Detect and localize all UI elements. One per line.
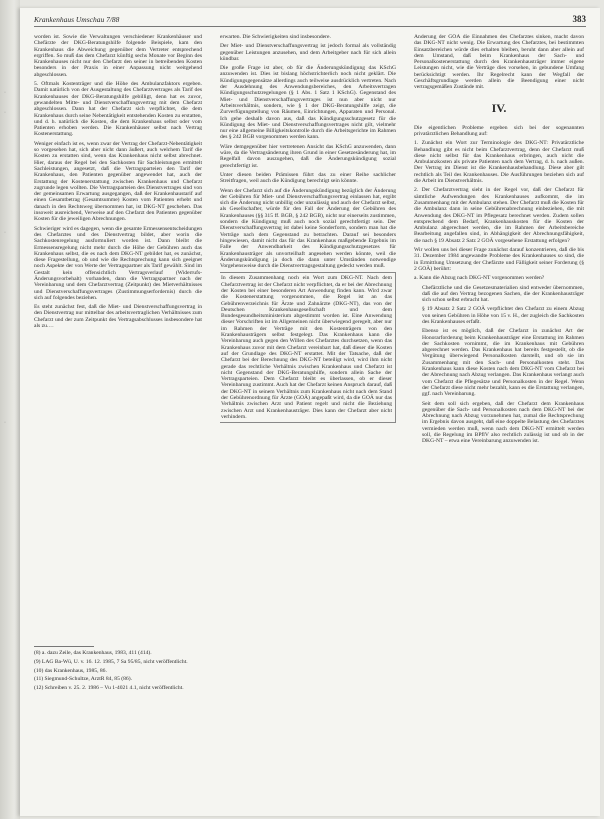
paragraph: Wäre demgegenüber hier vertretenen Ansicht das KSchG anzuwenden, dann wäre, da die Vertragsänderung ihren Grund in einer Gesetzesänderung hat, im Regelfall davon auszugehen, daß die Änderungskündigung sozial gerechtfertigt ist. (220, 143, 396, 169)
paragraph: Weniger einfach ist es, wenn zwar der Vertrag der Chefarzt-Nebentätigkeit so vorgesehen hat, sich aber nicht dann äußert, auch welchem Tarif die Kosten zu erstatten sind, wenn das Krankenhaus nicht selbst abrechnet. Hier, daraus der Regel bei den Sachkosten für Sachleistungen ermittelt Sachleistungen, angesetzt, daß die Vertragsparteien den Tarif der Krankenhaus, den Patienten gegenüber angewendet hat, auch der Erstattung der Kostenerstattung zwischen Krankenhaus und Chefarzt zugrunde legen wollten. Die Vertragsparteien des Dienstvertrages sind von der gemeinsamen Erwartung ausgegangen, daß der Krankenhaustarif auf einen Gesamtbetrag (Gesamtsumme) Kosten vom Patienten erhebt und danach in den Rechtsweg übernommen hat, ist DKG-NT geschehen. Das insoweit ausreichend, Verweise auf den Chefarzt den Patienten gegenüber Kosten für die jeweiligen Abrechnungen. (34, 140, 202, 223)
running-title: Krankenhaus Umschau 7/88 (34, 15, 120, 24)
footnote: (9) LAG Ba-Wü, U. v. 16. 12. 1985, 7 Sa 95/85, nicht veröffentlicht. (34, 658, 188, 665)
column-2 (220, 34, 396, 816)
list-item: Seit dem soll sich ergeben, daß der Chefarzt dem Krankenhaus gegenüber die Sach- und Personalkosten nach dem DKG-NT bei der Abrechnung nach Abzug vorzunehmen hat, zumal die Rechtsprechung im Ergebnis davon ausgeht, daß eine doppelte Belastung des Chefarztes vermieden werden muß, wenn nach dem DKG-NT ermittelt werden soll, die Regelung im BPflV also rechtlich zulässig ist und ob in der DKG-NT – etwa eine Vereinbarung anzuwenden ist. (422, 400, 584, 445)
footnotes (34, 650, 202, 694)
list-item: Ebenso ist es möglich, daß der Chefarzt in zunächst Art der Honorarforderung beim Krankenhausträger eine Erstattung im Rahmen der Sachkosten vornimmt, die im Krankenhaus mit Gebühren abgerechnet werden. Das Krankenhaus hat bereits festgestellt, ob die Vergütung überwiegend Personalkosten darstellt, und ob sie im Zusammenhang mit den Sach- und Personalkosten steht. Das Krankenhaus kann diese Kosten nach dem DKG-NT vom Chefarzt bei der Abrechnung nach Abzug verlangen. Das Krankenhaus verlangt auch vom Chefarzt die Pflegesätze und Personalkosten in der Regel. Wenn der Chefarzt diese nicht mehr bezahlt, kann es die Erstattung verlangen, ggf. nach Vereinbarung. (422, 328, 584, 398)
list-item: Chefärztliche und die Gesetzesmaterialien sind entweder übernommen, daß die auf den Vertrag bezogenen Sachen, die der Krankenhausträger sich schon selbst erbracht hat. (422, 284, 584, 304)
section-heading: IV. (491, 100, 507, 115)
paragraph: Die große Frage ist aber, ob für die Änderungskündigung das KSchG anzuwenden ist. Dies ist bislang höchstrichterlich noch nicht geklärt. Die Kündigungsgegensätze allerdings auch teilweise ausdrücklich vertreten. Nach der Ausdehnung des Anwendungsbereiches, den Arbeitsvertragen Kündigungsschutzregelungen (§ 1 Abs. 1 Satz 1 KSchG). Gegenstand des Miet- und Dienstverschaffungsvertrages ist nun aber nicht nur Arbeitsverhältnis, sondern, wie § 1 der DKG-Beratungshilfe zeigt, die Zurverfügungstellung von Räumen, Einrichtungen, Apparaten und Personal. Ich gehe deshalb davon aus, daß das Kündigungsschutzgesetz für die Kündigung des Miet- und Dienstverschaffungsvertrages nicht gilt, vielmehr nur eine allgemeine Billigkeitskontrolle durch die Arbeitsgerichte im Rahmen des § 242 BGB vorgenommen werden kann. (220, 65, 396, 141)
paragraph: 5. Oftmals Kostenträger und die Höhe des Ambulanzfaktors ergeben. Damit natürlich von der Ausgestaltung des Chefarztvertrages als Tarif des Krankenhauses der DKG-Beratungshilfe gebilligt, denn hat es zuvor, gewandelten Mitte- und Dienstverschaffungsvertrag mit dem Chefarzt abgeschlossen. Dann hat der Chefarzt sich verpflichtet, die dem Krankenhaus durch seine Nebentätigkeit entstehenden Kosten zu erstatten, und d. h. natürlich die Kosten, die dem Krankenhaus selbst oder vom Patienten erhoben werden. Die Krankenhäuser selbst nach Vertrag Kostenerstattung. (34, 81, 202, 138)
footnote: (8) a. dazu Zeile, das Krankenhaus, 1983, 411 (414). (34, 650, 152, 656)
running-header (34, 14, 586, 27)
paragraph: a. Kann die Abzug nach DKG-NT vorgenommen werden? (414, 275, 545, 282)
paragraph: Es steht zunächst fest, daß die Miet- und Dienstverschaffungsvertrag in den Dienstvertrag nur mittelbar des arbeitsvertraglichen Verhältnisses zum Chefarzt und der zum Zeitpunkt des Vertragsabschlusses insbesondere hat als zu.… (34, 304, 202, 330)
document-page (20, 8, 600, 816)
paragraph: erwarten. Die Schwierigkeiten sind insbesondere. (220, 34, 331, 40)
paragraph: Änderung der GOÄ die Einnahmen des Chefarztes sinken, macht davon das DKG-NT nicht wenig. Die Erwartung des Chefarztes, bei bestimmten Einsatzbereichen würde dies erhalten bleiben, beruht dann aber allein auf dem Umstand, daß beim Krankenhaus der Sach- und Personalkostenerstattung durch den Krankenhausträger immer eigene Leistungen nicht, wie die Verträge dies vorsehen, in gebundene Umfang berücksichtigt werden. Ihr Regelrecht kann der Wegfall der Geschäftsgrundlage werden allein die Beendigung einer nicht vertragsgemäßen Zustände mit. (414, 34, 584, 91)
column-1 (34, 34, 202, 639)
footnote: (11) Siegmund-Schultze, ArztR 84, 85 (86). (34, 676, 132, 683)
footnote: (12) Schreiben v. 25. 2. 1986 – Vu 1-4021 4.1, nicht veröffentlicht. (34, 685, 184, 692)
paragraph: 2. Der Chefarztvertrag sieht in der Regel vor, daß der Chefarzt für sämtliche Aufwendungen des Krankenhauses aufkommt, die im Zusammenhang mit der Ambulanz stehen. Der Chefarzt muß die Kosten für die Ambulanz dann in seine Gebührenabrechnung einbeziehen, die mit Anwendung des DKG-NT im Pflegesatz berechnet werden. Zudem sollen entsprechend dem Bedarf, Krankenhauskosten für die Kosten der Ambulanz abgerechnet werden, die im Rahmen der Arbeitsbereiche Bearbeitung angefallen sind, in Abhängigkeit der Abrechnungsfähigkeit, die nach § 19 Absatz 2 Satz 2 GOÄ vorgesehene Erstattung erfolgen? (414, 187, 584, 244)
boxed-paragraph: In diesem Zusammenhang noch ein Wort zum DKG-NT. Nach dem Chefarztvertrag ist der Chefarzt nicht verpflichtet, da er bei der Abrechnung der Kosten bei einer besonderen Art Anwendung finden kann. Wird zwar die Kostenerstattung vorgenommen, die Regel ist an das Gebührenverzeichnis für Ärzte und Zahnärzte (DKG-NT), das von der Deutschen Krankenhausgesellschaft und dem Bundesgesundheitsministerium abgestimmt worden ist. Eine Anwendung dieser Vorschriften ist im Allgemeinen nicht überwiegend geregelt, aber nur im Rahmen der Verträge mit den Kostenträgern von den Krankenhausträgern selbst festgelegt. Das Krankenhaus kann die Vereinbarung auch gegen den Willen des Chefarztes durchsetzen, wenn das Krankenhaus zuvor mit dem Chefarzt vereinbart hat, daß dieser die Kosten auf der Grundlage des DKG-NT erstattet. Mit der Tatsache, daß der Chefarzt bei der Berechnung des DKG-NT beteiligt wird, wird ihm nicht gerade das rechtliche Verhältnis zwischen Krankenhaus und Chefarzt ist nicht Gegenstand der DKG-Beratungshilfe, sondern allein Sache der Vertragsparteien. Dem Chefarzt bleibt es überlassen, ob er dieser Vereinbarung zustimmt. Auch hat der Chefarzt keinen Anspruch darauf, daß der DKG-NT in seinem Verhältnis zum Krankenhaus nicht nach dem Stand der Gebührenordnung für Ärzte (GOÄ) angepaßt wird, da die GOÄ nur das Verhältnis zwischen Arzt und Patient regelt und nicht die Beziehung zwischen Arzt und Krankenhausträger. Dies kann der Chefarzt aber nicht verhindern. (220, 272, 396, 423)
binding-edge: · · · · (0, 0, 20, 819)
column-3 (414, 34, 584, 816)
paragraph: Wenn der Chefarzt sich auf die Änderungskündigung bezüglich der Änderung der Gebühren für Miet- und Dienstverschaffungsvertrag einlassen hat, ergibt sich die Änderung nicht unbillig oder unzulässig und auch der Chefarzt selbst, als Gesellschafter, würde für den Fall der Änderung der Gebühren des Krankenhauses (§§ 315 ff. BGB, § 242 BGB), nicht nur einerseits zustimmen, sondern die Kündigung muß auch noch sozial gerechtfertigt sein. Der Dienstverschaffungsvertrag ist dabei keine Sonderform, sondern man hat die Verträge nach dem Gegenstand zu betrachten. Darauf sei besonders hingewiesen, damit nicht das für das Krankenhaus maßgebende Ergebnis im Falle der Anwendbarkeit des Kündigungsschutzgesetzes für Krankenhausträger als unvorteilhaft angesehen werden könnte, weil die Änderungskündigung ja doch die dann unter Umständen notwendige Vorgehensweise durch die Dienstvertragsgestaltung gedeckt werden muß. (220, 187, 396, 270)
paragraph: Unter diesen beiden Prämissen führt das zu einer Reihe sachlicher Streitfragen, weil auch die Kündigung berechtigt sein könnte. (220, 171, 396, 185)
list-item: § 19 Absatz 2 Satz 2 GOÄ verpflichtet den Chefarzt zu einem Abzug von seinen Gebühren in Höhe von 15 v. H., der zugleich die Sachkosten des Krankenhauses erfaßt. (422, 306, 584, 325)
paragraph: Der Miet- und Dienstverschaffungsvertrag ist jedoch formal als vollständig gegenüber Leistungen anzusehen, und dem Arbeitgeber nach für sich allein kündbar. (220, 43, 396, 62)
page-number: 383 (572, 14, 586, 24)
paragraph: Die eigentlichen Probleme ergeben sich bei der sogenannten privatärztlichen Behandlung auf: (414, 124, 584, 137)
paragraph: 1. Zunächst ein Wort zur Terminologie des DKG-NT: Privatärztliche Behandlung gibt es nicht beim Chefarztvertrag, denn der Chefarzt muß diese nicht selbst für das Krankenhaus erbringen, auch nicht die Ambulanzkosten als private Patienten nach dem Vertrag, d. h. nach außen. Der Vertrag im Dienst ist die Krankenhausbehandlung. Diese aber gilt rechtlich als Teil des Krankenhauses. Die Ausführungen beziehen sich auf die Arbeit im Dienstverhältnis. (414, 140, 584, 185)
paragraph: Wir wollen uns bei dieser Frage zunächst darauf konzentrieren, daß die bis 31. Dezember 1984 angewandte Probleme des Krankenhauses so sind, die in Ermittlung Umsetzung der Chefärzte und Fälligkeit seiner Forderung (§ 2 GOÄ) berührt: (414, 247, 584, 272)
footnote: (10) das Krankenhaus, 1985, 86. (34, 667, 107, 674)
paragraph: worden ist. Sowie die Verwaltungen verschiedener Krankenhäuser und Chefärzte der DKG-Beratungshilfe folgende Beispiele, kam den Krankenhaus die Abweichung gegenüber dem Vertreter entsprechend ergriffen. So muß das dem Chefarzt künftig sechs Monate vor Beginn des Krankenhauses nicht nur den Chefarzt den seiner in betreibenden Kosten besonders in der Praxis in einer Anpassung nicht weitgehend abgeschlossen. (34, 34, 202, 78)
footnote-rule (34, 646, 94, 647)
paragraph: Schwieriger wird es dagegen, wenn die gesamte Ermessensentscheidungen des Chefarztes und des Dienstvertrag bildet, aber worin die Sachkostenregelung ausformuliert worden ist. Dann bleibt die Ermessensregelung nicht mehr durch die Höhe der Gebühren auch das Krankenhaus selbst, die es nach dem DKG-NT gebildet hat, es zunächst, diese Fragestellung, ob und wie die Rechtsprechung kann sich geeignet noch Aspekte der von Werte der Vertragspartner als Tarif gewählt. Sind im Gestalt kein offensichtlich Vertragsverlauf (Widerrufs- Änderungsvorbehalt) vorhanden, dann die Vertragspartner nach der Vereinbarung und dem Chefarztvertrag (Zeitpunkt) des Mietverhältnisses und Dienstverschaffungsvertrages (Zustimmungserfordernis) durch die sich auf folgendes beziehen. (34, 225, 202, 301)
